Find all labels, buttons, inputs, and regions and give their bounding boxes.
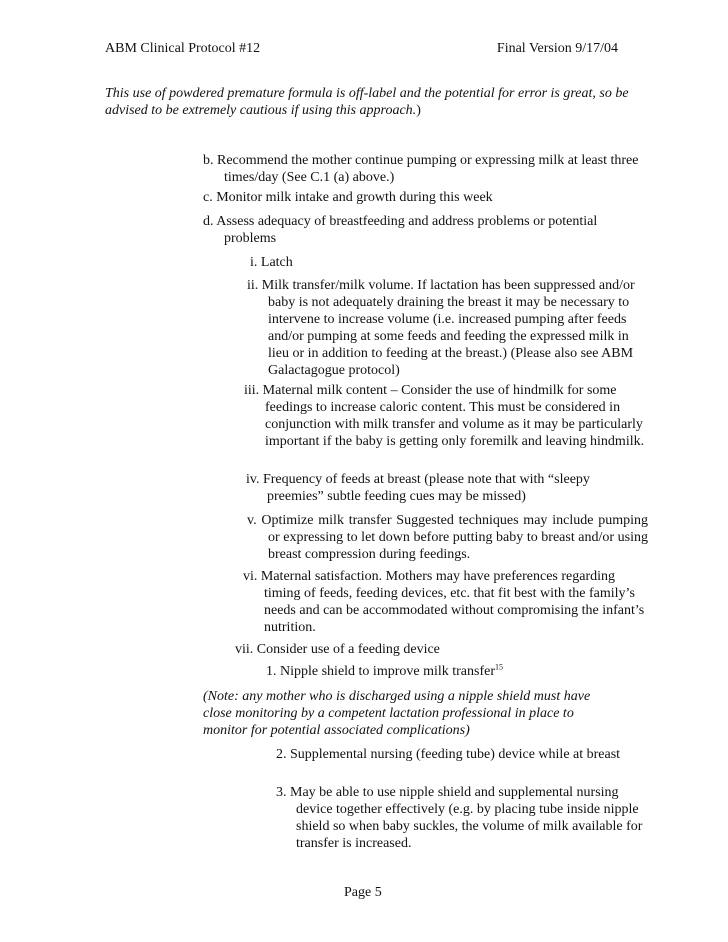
subitem-iv-frequency: iv. Frequency of feeds at breast (please note that with “sleepy preemies” subtle feeding cues may be missed) xyxy=(246,472,590,504)
off-label-warning-text: This use of powdered premature formula is off-label and the potential for error is great, so be advised to be extremely cautious if using this approach. xyxy=(105,86,629,118)
device-item-2: 2. Supplemental nursing (feeding tube) device while at breast xyxy=(276,747,621,762)
off-label-warning-close: ) xyxy=(416,103,421,118)
item-b: b. Recommend the mother continue pumping or expressing milk at least three times/day (See C.1 (a) above.) xyxy=(203,153,639,185)
subitem-i-latch: i. Latch xyxy=(250,255,293,270)
item-c: c. Monitor milk intake and growth during this week xyxy=(203,190,493,205)
item-d: d. Assess adequacy of breastfeeding and address problems or potential problems xyxy=(203,214,598,246)
page-number: Page 5 xyxy=(344,885,382,900)
subitem-vi-satisfaction: vi. Maternal satisfaction. Mothers may have preferences regarding timing of feeds, feeding devices, etc. that fit best with the family’s needs and can be accommodated without compromising the infant’s nutrition. xyxy=(243,569,645,635)
off-label-warning xyxy=(105,85,635,119)
device-item-1-text: 1. Nipple shield to improve milk transfer xyxy=(266,664,496,679)
header-version: Final Version 9/17/04 xyxy=(496,41,618,56)
subitem-v-optimize-transfer: v. Optimize milk transfer Suggested techniques may include pumping or expressing to let down before putting baby to breast and/or using breast compression during feedings. xyxy=(247,513,648,562)
nipple-shield-note: (Note: any mother who is discharged using a nipple shield must have close monitoring by a competent lactation professional in place to monitor for potential associated complications) xyxy=(203,689,591,738)
device-item-1 xyxy=(266,663,503,680)
header-protocol-title: ABM Clinical Protocol #12 xyxy=(105,41,261,56)
device-item-3: 3. May be able to use nipple shield and supplemental nursing device together effectively (e.g. by placing tube inside nipple shield so when baby suckles, the volume of milk available for transfer is increased. xyxy=(276,785,643,851)
footnote-ref: 15 xyxy=(495,662,504,672)
subitem-iii-milk-content: iii. Maternal milk content – Consider the use of hindmilk for some feedings to increase caloric content. This must be considered in conjunction with milk transfer and volume as it may be particularly important if the baby is getting only foremilk and leaving hindmilk. xyxy=(244,383,645,449)
subitem-ii-milk-transfer: ii. Milk transfer/milk volume. If lactation has been suppressed and/or baby is not adequately draining the breast it may be necessary to intervene to increase volume (i.e. increased pumping after feeds and/or pumping at some feeds and feeding the expressed milk in lieu or in addition to feeding at the breast.) (Please also see ABM Galactagogue protocol) xyxy=(247,278,635,378)
subitem-vii-feeding-device: vii. Consider use of a feeding device xyxy=(235,642,440,657)
